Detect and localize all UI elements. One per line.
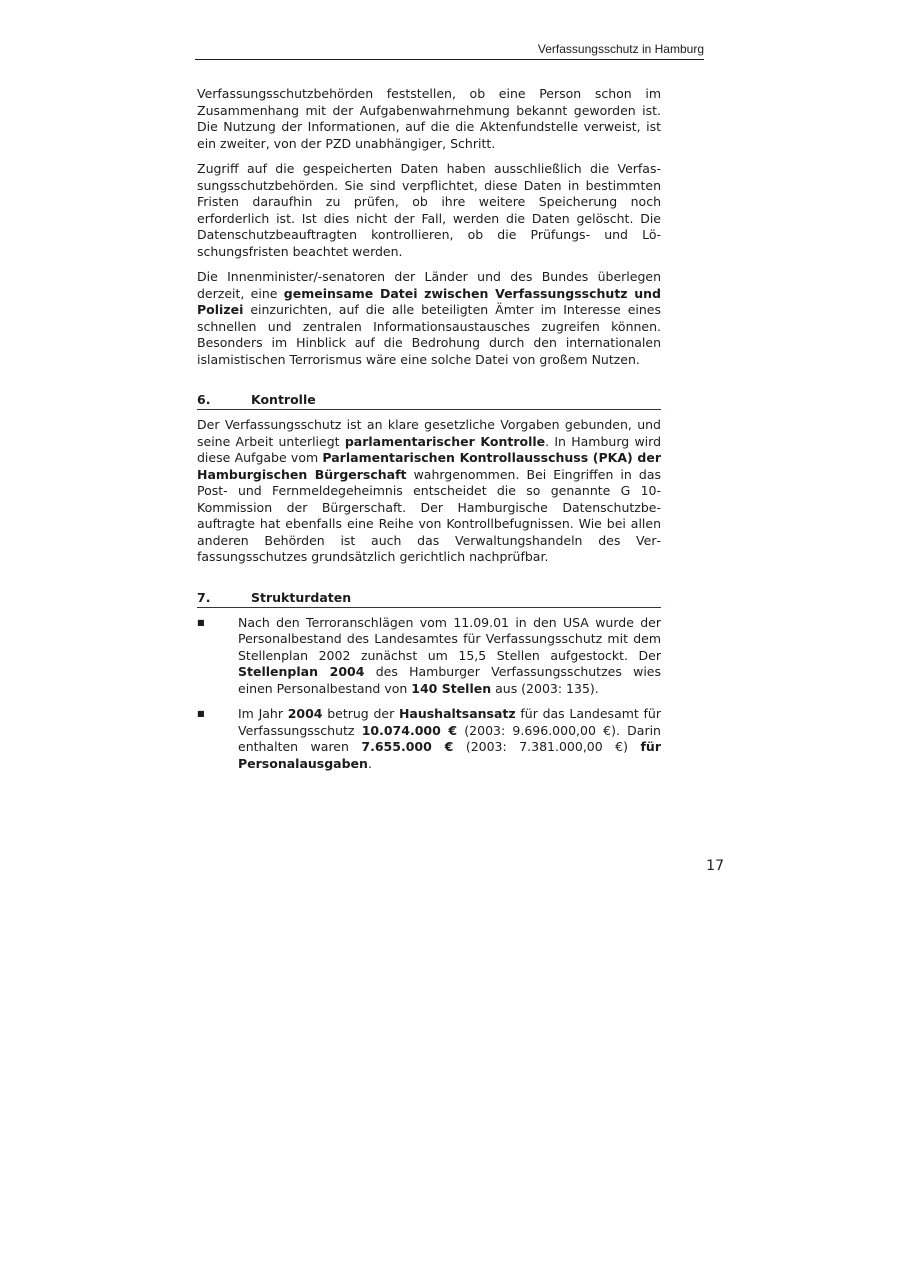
text-span: Im Jahr [238, 706, 288, 721]
bold-phrase: 10.074.000 € [361, 722, 458, 738]
text-span: (2003: 9.696.000,00 €). Darin enthalten waren [238, 722, 661, 754]
text-span: für das Landesamt für Verfassungsschutz [238, 706, 661, 738]
bold-phrase: Stellenplan 2004 [238, 664, 365, 679]
bold-phrase: Parlamentarischen Kontrollausschuss (PKA) der Hamburgischen Bürgerschaft [197, 450, 661, 482]
page-number: 17 [706, 858, 724, 874]
text-span: Der Verfassungsschutz ist an klare gesetzliche Vorgaben gebunden, und seine Arbeit unterliegt [197, 417, 661, 449]
main-content [197, 86, 661, 781]
bold-phrase: gemeinsame Datei zwischen Verfassungsschutz und Polizei [197, 285, 661, 317]
text-span: aus (2003: 135). [491, 680, 599, 696]
section-7-heading [197, 590, 661, 608]
bold-phrase: 2004 [287, 706, 323, 721]
section-6-heading [197, 392, 661, 410]
section-title: Strukturdaten [251, 589, 352, 605]
bold-phrase: 7.655.000 € [361, 739, 454, 754]
paragraph-1: Verfassungsschutzbehörden feststellen, ob eine Person schon im Zusammenhang mit der Aufgabenwahrnehmung bekannt geworden ist. Die Nutzung der Informationen, auf die die Aktenfundstelle verweist, ist ein zweiter, von der PZD unabhängiger, Schritt. [197, 86, 661, 151]
list-item [197, 615, 661, 698]
section-6-paragraph [197, 417, 661, 566]
paragraph-2: Zugriff auf die gespeicherten Daten haben ausschließlich die Verfassungsschutzbehörden. Sie sind verpflichtet, diese Daten in bestimmten Fristen daraufhin zu prüfen, ob ihre weitere Speicherung noch erforderlich ist. Ist dies nicht der Fall, werden die Daten gelöscht. Die Datenschutzbeauftragten kontrollieren, ob die Prüfungs- und Löschungsfristen beachtet werden. [197, 161, 661, 259]
bold-phrase: Haushaltsansatz [398, 706, 516, 721]
section-number: 6. [197, 392, 211, 407]
text-span: . In Hamburg wird diese Aufgabe vom [197, 433, 662, 465]
paragraph-3 [197, 269, 661, 368]
bullet-icon: ■ [197, 617, 205, 627]
section-title: Kontrolle [251, 392, 316, 407]
text-span: betrug der [322, 706, 399, 721]
text-span: (2003: 7.381.000,00 €) [453, 739, 641, 754]
text-span: Nach den Terroranschlägen vom 11.09.01 in den USA wurde der Personalbestand des Landesamtes für Verfassungsschutz mit dem Stellenplan 2002 zunächst um 15,5 Stellen aufgestockt. Der [238, 614, 661, 663]
bold-phrase: für Personalausgaben [238, 739, 661, 771]
list-item [197, 706, 661, 772]
text-span: . [367, 755, 372, 771]
text-span: einzurichten, auf die alle beteiligten Ämter im Interesse eines schnellen und zentralen Informationsaustausches zugreifen können. Besonders im Hinblick auf die Bedrohung durch den internationalen islamistischen Terrorismus wäre eine solche Datei von großem Nutzen. [197, 302, 661, 367]
section-number: 7. [197, 589, 211, 605]
text-span: Die Innenminister/-senatoren der Länder und des Bundes überlegen derzeit, eine [197, 269, 661, 301]
running-header: Verfassungsschutz in Hamburg [195, 41, 704, 60]
text-span: wahrgenommen. Bei Eingriffen in das Post- und Fernmeldegeheimnis entscheidet die so genannte G 10-Kommission der Bürgerschaft. Der Hamburgische Datenschutzbeauftragte hat ebenfalls eine Reihe von Kontrollbefugnissen. Wie bei allen anderen Behörden ist auch das Verwaltungshandeln des Verfassungsschutzes grundsätzlich gerichtlich nachprüfbar. [197, 466, 661, 564]
text-span: des Hamburger Verfassungsschutzes wies einen Personalbestand von [238, 664, 661, 696]
bold-phrase: parlamentarischer Kontrolle [344, 433, 546, 449]
bullet-list [197, 615, 661, 773]
bold-phrase: 140 Stellen [411, 680, 492, 696]
bullet-icon: ■ [197, 709, 205, 718]
